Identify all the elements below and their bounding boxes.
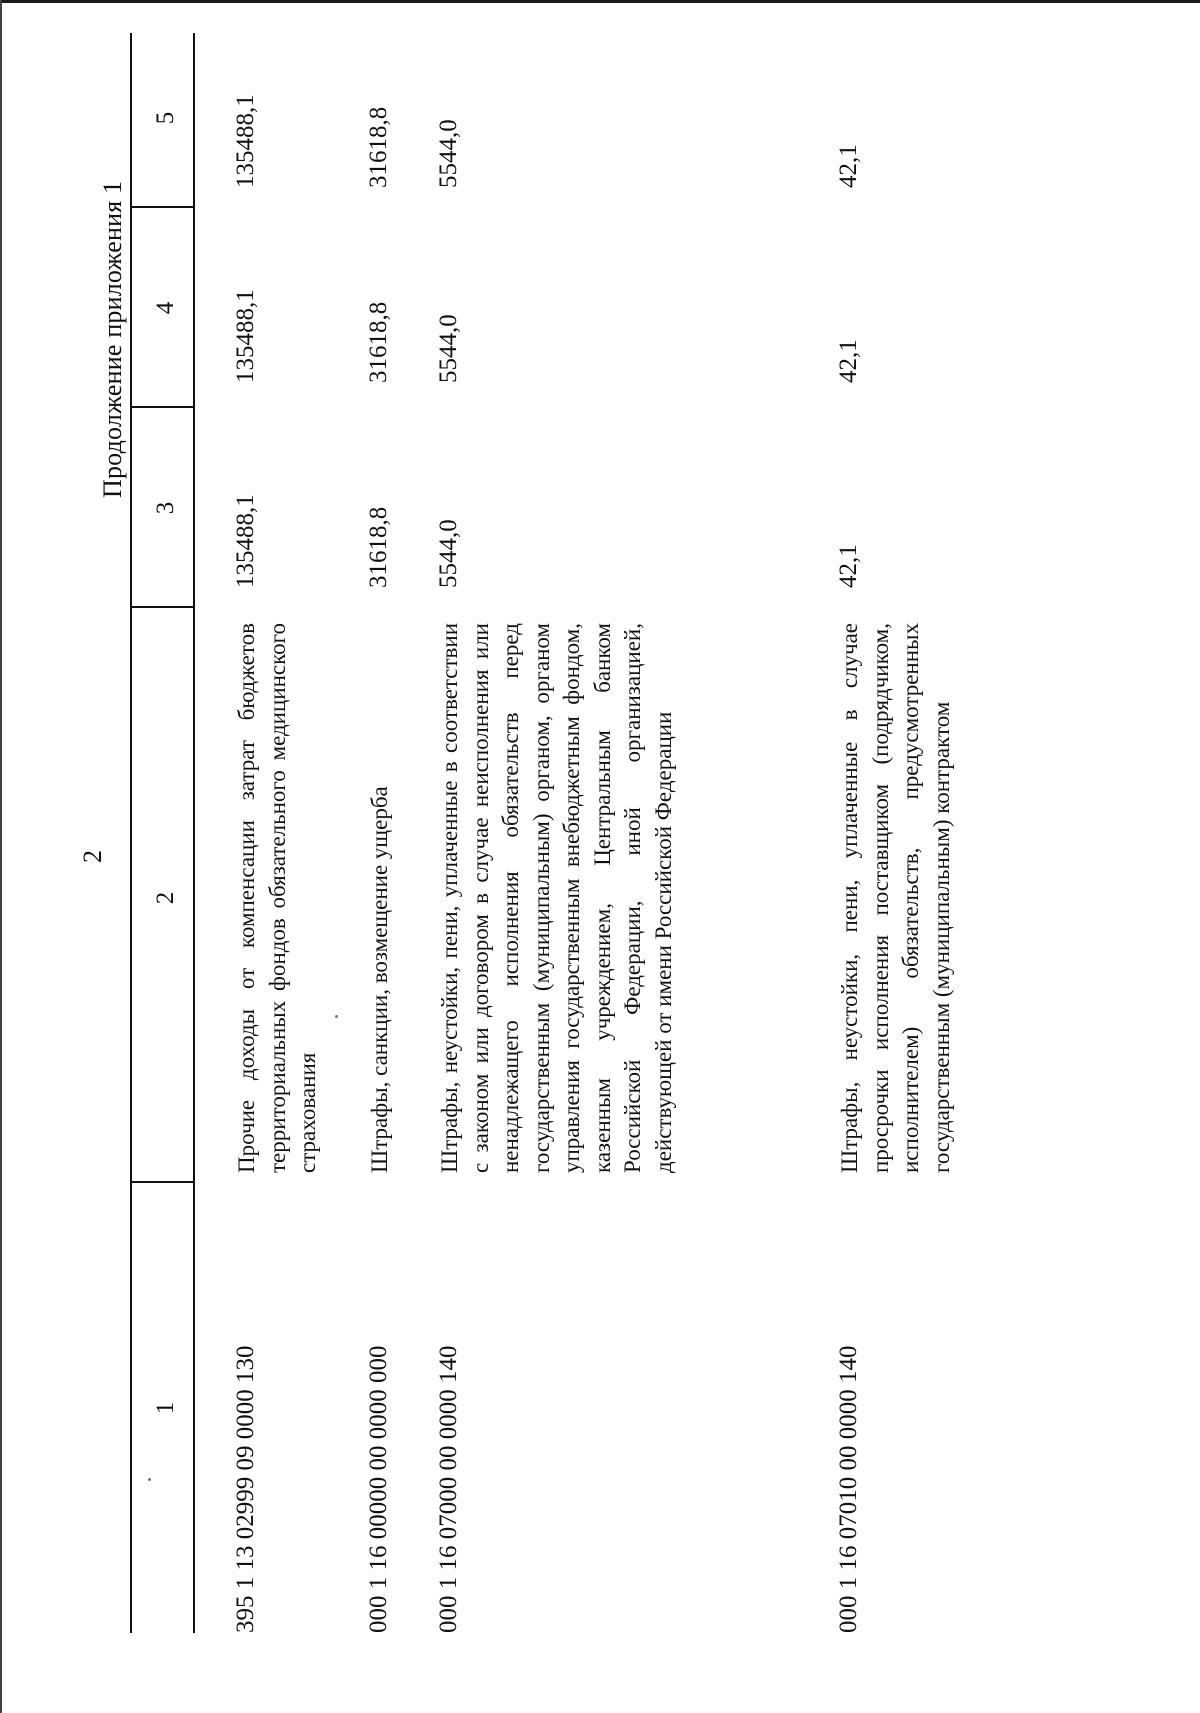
value-col5: 31618,8: [365, 106, 392, 188]
revenue-name: Штрафы, неустойки, пени, уплаченные в случае просрочки исполнения поставщиком (подрядчиком, исполнителем) обязательств, предусмотренных государственным (муниципальным) контрактом: [837, 623, 954, 1173]
value-col5: 42,1: [835, 144, 862, 188]
column-number: 2: [152, 891, 179, 905]
value-col3: 5544,0: [435, 519, 462, 588]
column-number: 5: [152, 111, 179, 125]
column-divider: [130, 1181, 193, 1183]
value-col4: 135488,1: [232, 289, 259, 383]
budget-code: 000 1 16 07010 00 0000 140: [835, 1345, 862, 1633]
table-top-border: [130, 33, 132, 1633]
value-col4: 42,1: [835, 339, 862, 383]
value-col5: 135488,1: [232, 94, 259, 188]
budget-code: 000 1 16 07000 00 0000 140: [435, 1345, 462, 1633]
budget-code: 395 1 13 02999 09 0000 130: [232, 1345, 259, 1633]
continuation-title: Продолжение приложения 1: [98, 180, 127, 498]
revenue-name: Прочие доходы от компенсации затрат бюджетов территориальных фондов обязательного медицинского страхования: [234, 623, 320, 1173]
column-number: 1: [152, 1401, 179, 1415]
column-number: 4: [152, 301, 179, 315]
value-col3: 42,1: [835, 544, 862, 588]
column-divider: [130, 206, 193, 208]
table-header-bottom-border: [193, 33, 195, 1633]
page-number: 2: [78, 850, 107, 863]
column-number: 3: [152, 501, 179, 515]
value-col3: 31618,8: [365, 506, 392, 588]
revenue-name: Штрафы, санкции, возмещение ущерба: [367, 786, 392, 1173]
revenue-name: Штрафы, неустойки, пени, уплаченные в соответствии с законом или договором в случае неисполнения или ненадлежащего исполнения обязательств перед государственным (муниципальным) органом, органом управления государственным внебюджетным фондом, казенным учреждением, Центральным банком Российской Федерации, иной организацией, действующей от имени Российской Федерации: [437, 623, 676, 1173]
value-col4: 5544,0: [435, 314, 462, 383]
value-col3: 135488,1: [232, 494, 259, 588]
value-col5: 5544,0: [435, 119, 462, 188]
column-divider: [130, 406, 193, 408]
budget-code: 000 1 16 00000 00 0000 000: [365, 1345, 392, 1633]
value-col4: 31618,8: [365, 301, 392, 383]
column-divider: [130, 606, 193, 608]
